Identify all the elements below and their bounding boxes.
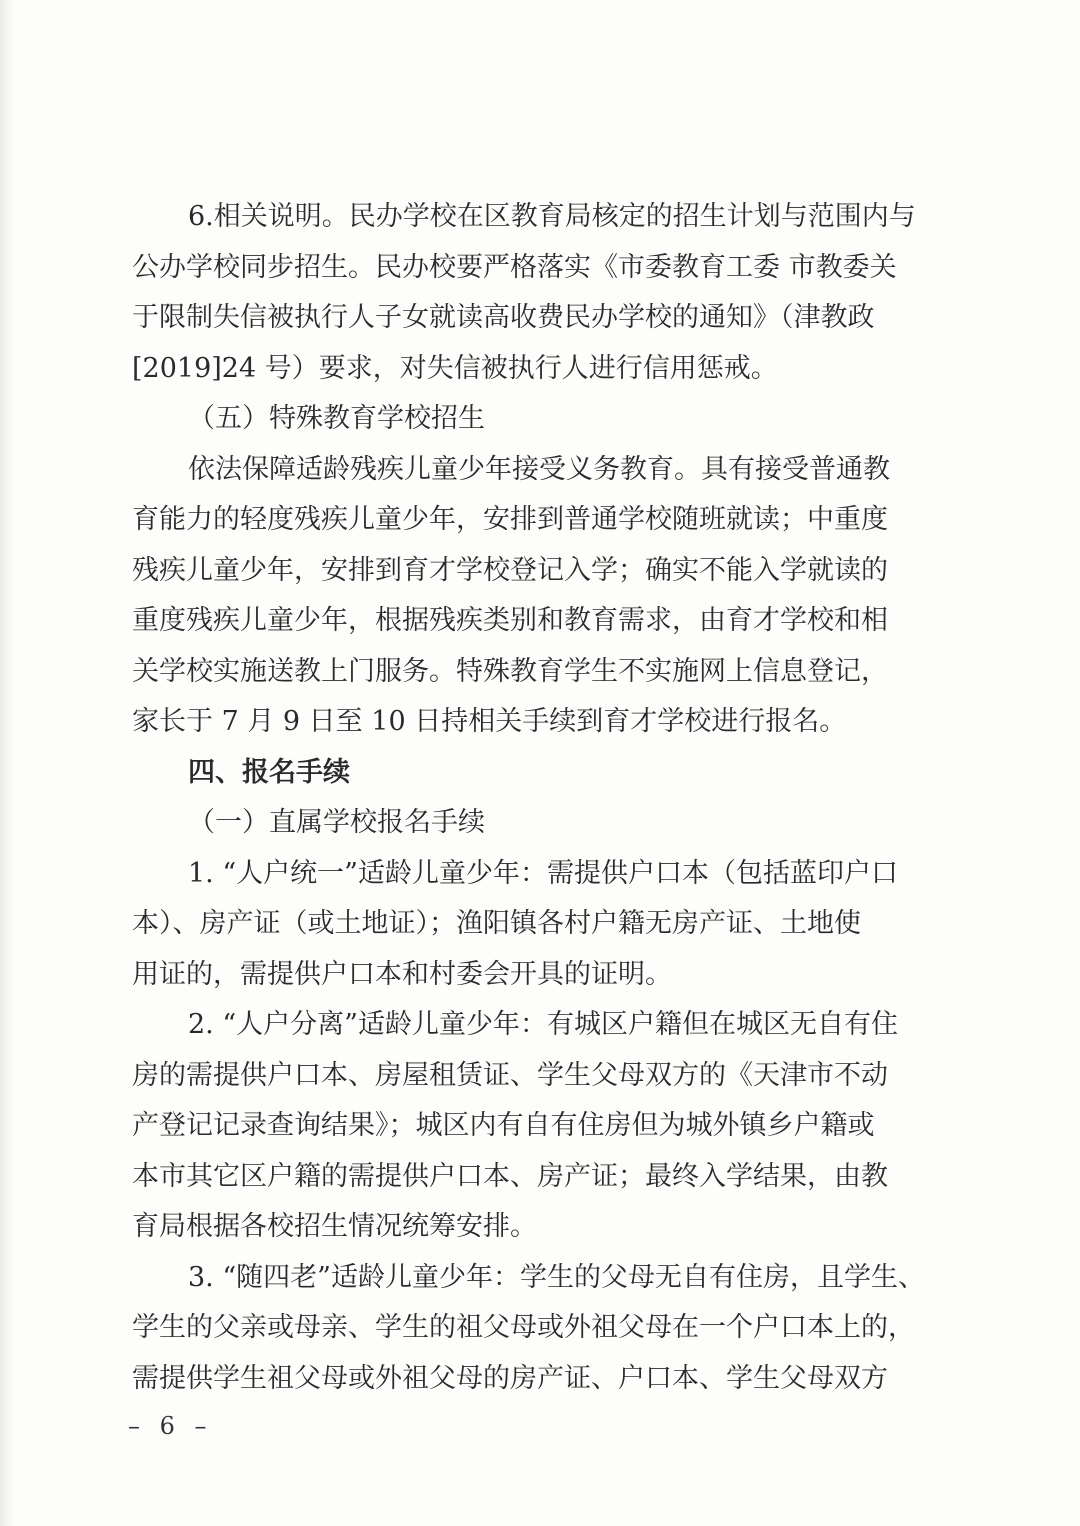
page-number: – 6 – — [128, 1412, 213, 1440]
text-line: 产登记记录查询结果》；城区内有自有住房但为城外镇乡户籍或 — [132, 1110, 875, 1141]
text-line: 用证的，需提供户口本和村委会开具的证明。 — [132, 958, 672, 990]
text-line: 本市其它区户籍的需提供户口本、房产证；最终入学结果，由教 — [132, 1160, 888, 1192]
text-line: 育局根据各校招生情况统筹安排。 — [132, 1211, 537, 1242]
text-line: [2019]24 号）要求，对失信被执行人进行信用惩戒。 — [132, 352, 778, 384]
text-line: 依法保障适龄残疾儿童少年接受义务教育。具有接受普通教 — [188, 453, 890, 485]
section-heading: （一）直属学校报名手续 — [188, 807, 485, 838]
text-line: 6.相关说明。民办学校在区教育局核定的招生计划与范围内与 — [188, 201, 916, 232]
text-line: 公办学校同步招生。民办校要严格落实《市委教育工委 市教委关 — [132, 251, 897, 283]
text-line: 重度残疾儿童少年，根据残疾类别和教育需求，由育才学校和相 — [132, 605, 888, 636]
document-body — [132, 192, 952, 1404]
text-line: 残疾儿童少年，安排到育才学校登记入学；确实不能入学就读的 — [132, 554, 888, 586]
section-heading: （五）特殊教育学校招生 — [188, 403, 485, 434]
chapter-heading: 四、报名手续 — [188, 756, 350, 788]
text-line: 学生的父亲或母亲、学生的祖父母或外祖父母在一个户口本上的， — [132, 1312, 915, 1343]
text-line: 本）、房产证（或土地证）；渔阳镇各村户籍无房产证、土地使 — [132, 908, 861, 939]
text-line: 2. “人户分离”适龄儿童少年：有城区户籍但在城区无自有住 — [188, 1009, 898, 1040]
text-line: 于限制失信被执行人子女就读高收费民办学校的通知》（津教政 — [132, 302, 875, 333]
page-edge-shade — [0, 0, 14, 1526]
text-line: 1. “人户统一”适龄儿童少年：需提供户口本（包括蓝印户口 — [188, 857, 898, 889]
text-line: 育能力的轻度残疾儿童少年，安排到普通学校随班就读；中重度 — [132, 504, 888, 535]
text-line: 关学校实施送教上门服务。特殊教育学生不实施网上信息登记， — [132, 655, 888, 687]
text-line: 3. “随四老”适龄儿童少年：学生的父母无自有住房，且学生、 — [188, 1261, 925, 1293]
text-line: 房的需提供户口本、房屋租赁证、学生父母双方的《天津市不动 — [132, 1059, 888, 1091]
text-line: 家长于 7 月 9 日至 10 日持相关手续到育才学校进行报名。 — [132, 706, 847, 737]
text-line: 需提供学生祖父母或外祖父母的房产证、户口本、学生父母双方 — [132, 1362, 888, 1394]
